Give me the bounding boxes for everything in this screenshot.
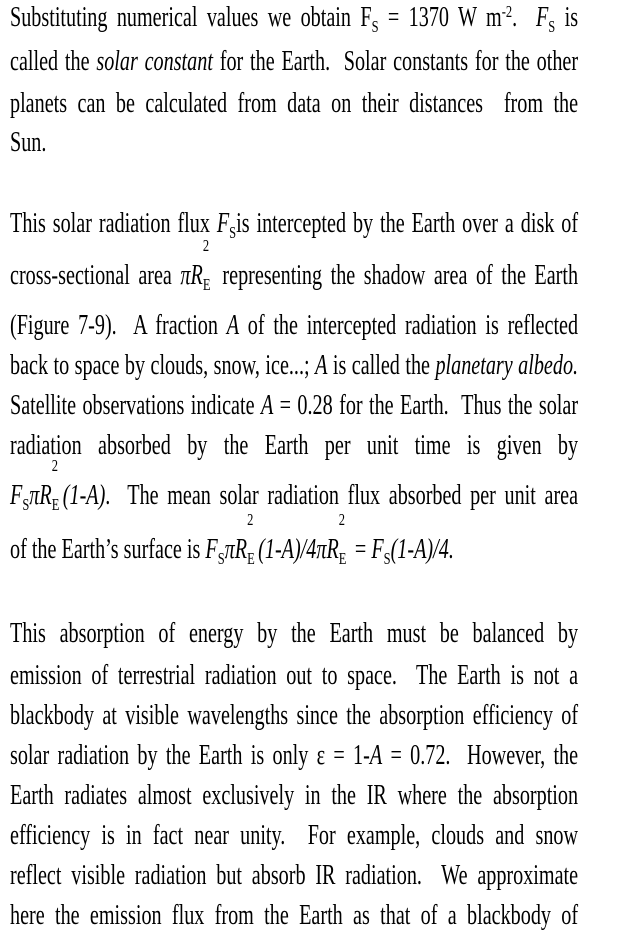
italic-run: (1-A)/4πR bbox=[258, 534, 339, 565]
text-line bbox=[10, 42, 578, 82]
italic-run: πR bbox=[29, 480, 52, 511]
italic-run: F bbox=[205, 534, 218, 565]
text-line bbox=[10, 426, 578, 466]
text-line bbox=[10, 204, 578, 244]
text-run: here the emission flux from the Earth as that of a blackbody of bbox=[10, 900, 579, 931]
text-run: Sun. bbox=[10, 127, 47, 158]
text-line bbox=[10, 510, 454, 570]
subscript: S bbox=[371, 16, 379, 36]
stacked-script: $_E$ 2 bbox=[51, 456, 60, 514]
text-line bbox=[10, 306, 578, 346]
text-run: cross-sectional area bbox=[10, 260, 181, 291]
text-line bbox=[10, 123, 419, 163]
italic-run: F bbox=[371, 534, 384, 565]
subscript: S bbox=[217, 548, 225, 568]
subscript: E bbox=[51, 494, 60, 514]
italic-run: (1-A)/4. bbox=[390, 534, 454, 565]
stacked-script: $_E$ 2 bbox=[247, 510, 255, 568]
text-run: of the Earth’s surface is bbox=[10, 534, 206, 565]
text-run: efficiency is in fact near unity. For example, clouds and snow bbox=[10, 820, 579, 851]
text-line bbox=[10, 896, 578, 936]
subscript: S bbox=[548, 16, 556, 36]
text-run: . The mean solar radiation flux absorbed per unit area bbox=[105, 480, 579, 511]
superscript: -2 bbox=[501, 2, 513, 22]
subscript: E bbox=[202, 274, 211, 294]
text-run: Satellite observations indicate bbox=[10, 390, 261, 421]
subscript: E bbox=[247, 548, 255, 568]
italic-run: F bbox=[10, 480, 23, 511]
text-run: = bbox=[349, 534, 372, 565]
text-run: back to space by clouds, snow, ice...; bbox=[10, 350, 316, 381]
text-line bbox=[10, 346, 578, 386]
text-run: . bbox=[512, 2, 536, 33]
text-line bbox=[10, 236, 579, 296]
text-line bbox=[10, 776, 578, 816]
italic-run: planetary albedo. bbox=[435, 350, 579, 381]
text-run: Earth radiates almost exclusively in the IR where the absorption bbox=[10, 780, 579, 811]
stacked-script: $_E$ 2 bbox=[338, 510, 347, 568]
text-run: is bbox=[555, 2, 579, 33]
text-run: of the intercepted radiation is reflected bbox=[239, 310, 579, 341]
stacked-script: $_E$ 2 bbox=[202, 236, 211, 294]
italic-run: solar constant bbox=[96, 46, 213, 77]
text-line bbox=[10, 736, 578, 776]
text-run: called the bbox=[10, 46, 97, 77]
text-run: (Figure 7-9). A fraction bbox=[10, 310, 227, 341]
italic-run: F bbox=[535, 2, 549, 33]
subscript: E bbox=[338, 548, 347, 568]
text-run: = 0.28 for the Earth. Thus the solar bbox=[273, 390, 579, 421]
text-line bbox=[10, 856, 578, 896]
italic-run: A bbox=[260, 390, 274, 421]
text-run: blackbody at visible wavelengths since the absorption efficiency of bbox=[10, 700, 579, 731]
italic-run: F bbox=[216, 208, 230, 239]
text-run: radiation absorbed by the Earth per unit time is given by bbox=[10, 430, 579, 461]
text-run: is called the bbox=[327, 350, 436, 381]
italic-run: A bbox=[226, 310, 240, 341]
text-run: This absorption of energy by the Earth must be balanced by bbox=[10, 618, 579, 649]
italic-run: A bbox=[369, 740, 383, 771]
text-run: reflect visible radiation but absorb IR radiation. We approximate bbox=[10, 860, 579, 891]
subscript: S bbox=[383, 548, 391, 568]
subscript: S bbox=[229, 222, 237, 242]
text-run: is intercepted by the Earth over a disk of bbox=[236, 208, 579, 239]
text-run: emission of terrestrial radiation out to space. The Earth is not a bbox=[10, 660, 579, 691]
text-run: This solar radiation flux bbox=[10, 208, 217, 239]
italic-run: A bbox=[315, 350, 328, 381]
text-run: = 0.72. However, the bbox=[382, 740, 579, 771]
text-line bbox=[10, 656, 578, 696]
text-line bbox=[10, 614, 578, 654]
text-line bbox=[10, 816, 578, 856]
text-line bbox=[10, 84, 578, 124]
text-run: representing the shadow area of the Earth bbox=[213, 260, 579, 291]
text-run: = 1370 W m bbox=[378, 2, 502, 33]
text-run: for the Earth. Solar constants for the other bbox=[212, 46, 579, 77]
text-line bbox=[10, 456, 579, 516]
text-line bbox=[10, 0, 578, 38]
text-line bbox=[10, 386, 578, 426]
text-run: planets can be calculated from data on their distances from the bbox=[10, 88, 579, 119]
italic-run: πR bbox=[224, 534, 248, 565]
subscript: S bbox=[22, 494, 30, 514]
italic-run: πR bbox=[180, 260, 203, 291]
text-run: solar radiation by the Earth is only ε = 1- bbox=[10, 740, 370, 771]
text-line bbox=[10, 696, 578, 736]
text-run: Substituting numerical values we obtain F bbox=[10, 2, 372, 33]
italic-run: (1-A) bbox=[62, 480, 106, 511]
